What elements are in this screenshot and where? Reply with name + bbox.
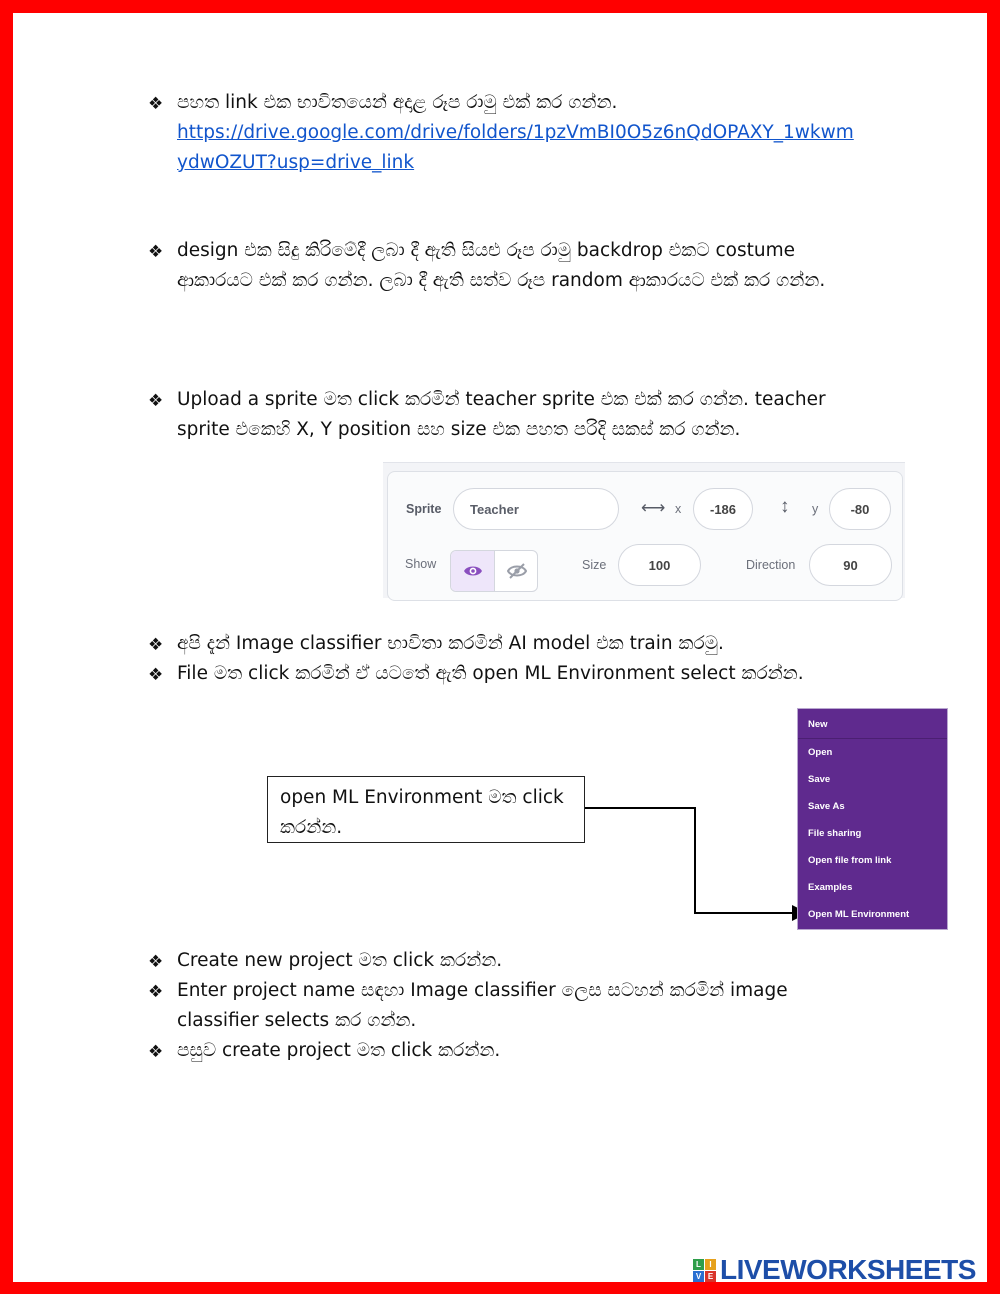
instruction-5: File මත click කරමින් ඒ යටතේ ඇති open ML Environment select කරන්න. — [177, 663, 804, 684]
instruction-2: design එක සිදු කිරිමේදී ලබා දී ඇති සියළු රූප රාමු backdrop එකට costume ආකාරයට එක් කර ගන්න. ලබා දී ඇති සත්ව රූප random ආකාරයට එක් කර ගන්න. — [177, 240, 826, 291]
bullet-icon: ❖ — [148, 665, 164, 685]
instruction-6: Create new project මත click කරන්න. — [177, 950, 503, 971]
liveworksheets-wordmark: LIVEWORKSHEETS — [720, 1254, 976, 1285]
menu-item-new[interactable]: New — [808, 719, 828, 730]
direction-label: Direction — [746, 558, 796, 572]
menu-divider — [798, 738, 947, 739]
instruction-3: Upload a sprite මත click කරමින් teacher sprite එක එක් කර ගන්න. teacher sprite එකෙහි X, Y position සහ size එක පහත පරිදි සකස් කර ගන්න. — [177, 389, 826, 440]
instruction-8: පසුව create project මත click කරන්න. — [177, 1040, 501, 1061]
bullet-icon: ❖ — [148, 635, 164, 655]
show-label: Show — [405, 557, 437, 571]
y-position-input[interactable]: -80 — [829, 488, 891, 530]
x-label: x — [675, 502, 682, 516]
callout-box: open ML Environment මත click කරන්න. — [267, 776, 585, 843]
menu-item-open-ml-environment[interactable]: Open ML Environment — [808, 909, 910, 920]
menu-item-file-sharing[interactable]: File sharing — [808, 828, 862, 839]
size-label: Size — [582, 558, 607, 572]
direction-input[interactable]: 90 — [809, 544, 892, 586]
instruction-4: අපි දැන් Image classifier භාවිතා කරමින් AI model එක train කරමු. — [177, 633, 724, 654]
y-label: y — [812, 502, 819, 516]
liveworksheets-icon: L I V E — [693, 1259, 716, 1282]
menu-item-open-file-from-link[interactable]: Open file from link — [808, 855, 892, 866]
instruction-1-text: පහත link එක භාවිතයෙන් අදාළ රූප රාමු එක් කර ගන්න. — [177, 92, 618, 113]
bullet-icon: ❖ — [148, 952, 164, 972]
menu-item-examples[interactable]: Examples — [808, 882, 853, 893]
drive-link-line-2: ydwOZUT?usp=drive_link — [177, 152, 415, 173]
horizontal-arrow-icon: ⟷ — [641, 498, 666, 517]
size-input[interactable]: 100 — [618, 544, 701, 586]
bullet-icon: ❖ — [148, 94, 164, 114]
bullet-icon: ❖ — [148, 1042, 164, 1062]
liveworksheets-logo — [693, 1256, 976, 1284]
bullet-icon: ❖ — [148, 391, 164, 411]
menu-item-save[interactable]: Save — [808, 774, 831, 785]
sprite-name-input[interactable]: Teacher — [453, 488, 619, 530]
bullet-icon: ❖ — [148, 982, 164, 1002]
sprite-label: Sprite — [406, 502, 442, 516]
vertical-arrow-icon: ↕ — [780, 496, 790, 517]
x-position-input[interactable]: -186 — [693, 488, 753, 530]
drive-link-line-1: https://drive.google.com/drive/folders/1pzVmBI0O5z6nQdOPAXY_1wkwm — [177, 122, 854, 143]
file-menu — [797, 708, 948, 930]
instruction-7: Enter project name සඳහා Image classifier ලෙස සටහන් කරමින් image classifier selects කර ගන්න. — [177, 980, 788, 1031]
bullet-icon: ❖ — [148, 242, 164, 262]
menu-item-save-as[interactable]: Save As — [808, 801, 845, 812]
menu-item-open[interactable]: Open — [808, 747, 833, 758]
